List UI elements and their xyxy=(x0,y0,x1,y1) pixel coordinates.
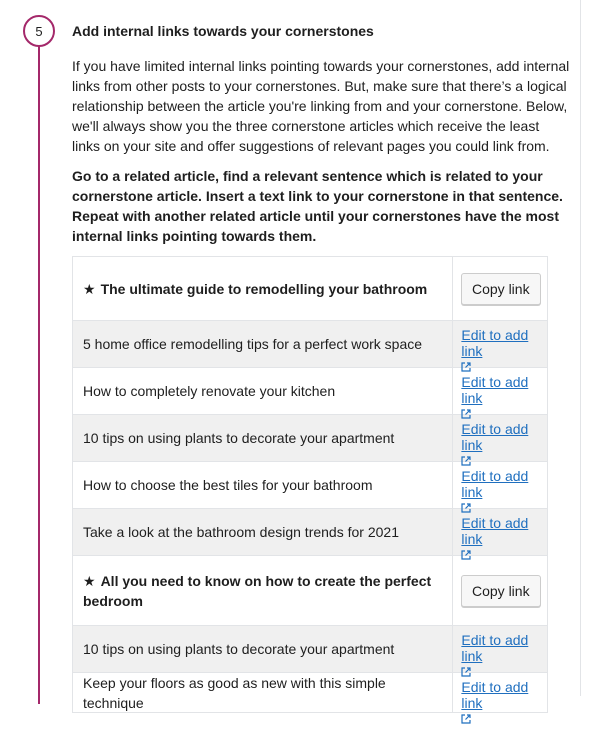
row-action-cell xyxy=(453,556,547,625)
row-action-cell xyxy=(453,626,547,672)
row-action-cell xyxy=(453,257,547,320)
row-title-text xyxy=(83,334,422,354)
step-number: 5 xyxy=(35,23,43,39)
suggestion-row xyxy=(72,509,548,556)
step-instruction-text: Go to a related article, find a relevant sentence which is related to your cornerstone article. Insert a text link to your cornerstone in that sentence. Repeat with another related article until your cornerstones have the most internal links pointing towards them. xyxy=(72,168,563,244)
suggestion-title xyxy=(73,626,453,672)
row-title-text xyxy=(83,522,399,542)
edit-link-wrapper xyxy=(461,679,539,729)
row-title-text xyxy=(83,381,335,401)
row-title-label: All you need to know on how to create the perfect bedroom xyxy=(83,572,432,609)
row-title-label: Take a look at the bathroom design trends for 2021 xyxy=(83,524,399,540)
suggestion-title xyxy=(73,509,453,555)
cornerstone-title xyxy=(73,257,453,320)
suggestion-row xyxy=(72,626,548,673)
row-action-cell xyxy=(453,509,547,555)
row-title-label: Keep your floors as good as new with this simple technique xyxy=(83,674,386,711)
star-icon: ★ xyxy=(83,572,96,589)
row-title-label: 5 home office remodelling tips for a perfect work space xyxy=(83,336,423,352)
suggestion-title xyxy=(73,368,453,414)
row-action-cell xyxy=(453,368,547,414)
step-number-badge xyxy=(23,15,55,47)
suggestion-row xyxy=(72,368,548,415)
external-link-icon[interactable] xyxy=(461,714,471,724)
edit-to-add-link[interactable]: Edit to add link xyxy=(461,327,529,359)
cornerstone-title xyxy=(73,556,453,625)
copy-link-button[interactable]: Copy link xyxy=(461,575,541,607)
row-title-text xyxy=(83,639,394,659)
row-title-label: 10 tips on using plants to decorate your apartment xyxy=(83,430,395,446)
row-title-label: How to completely renovate your kitchen xyxy=(83,383,336,399)
step-timeline-line xyxy=(38,44,40,704)
suggestion-title xyxy=(73,415,453,461)
edit-to-add-link[interactable]: Edit to add link xyxy=(461,374,529,406)
row-title-text xyxy=(83,475,372,495)
suggestion-title xyxy=(73,321,453,367)
cornerstone-row xyxy=(72,257,548,321)
row-title-text xyxy=(83,428,394,448)
suggestion-title xyxy=(73,462,453,508)
row-title-label: 10 tips on using plants to decorate your apartment xyxy=(83,641,395,657)
row-action-cell xyxy=(453,673,547,712)
step-intro-text: If you have limited internal links pointing towards your cornerstones, add internal links from other posts to your cornerstones. But, make sure that there’s a logical relationship between the article you're linking from and your cornerstone. Below, we'll always show you the three cornerstone articles which receive the least links on your site and offer suggestions of relevant pages you could link from. xyxy=(72,58,570,154)
suggestion-row xyxy=(72,321,548,368)
suggestion-title xyxy=(73,673,453,712)
edit-to-add-link[interactable]: Edit to add link xyxy=(461,421,529,453)
edit-to-add-link[interactable]: Edit to add link xyxy=(461,515,529,547)
edit-to-add-link[interactable]: Edit to add link xyxy=(461,632,529,664)
edit-to-add-link[interactable]: Edit to add link xyxy=(461,468,529,500)
star-icon: ★ xyxy=(83,280,96,297)
cornerstone-row xyxy=(72,556,548,626)
row-title-text xyxy=(83,673,442,713)
row-action-cell xyxy=(453,415,547,461)
edit-to-add-link[interactable]: Edit to add link xyxy=(461,679,529,711)
row-action-cell xyxy=(453,321,547,367)
internal-links-table xyxy=(72,256,548,713)
row-title-label: How to choose the best tiles for your bathroom xyxy=(83,477,373,493)
page-edge-divider xyxy=(580,0,581,696)
row-action-cell xyxy=(453,462,547,508)
step-title: Add internal links towards your cornerstones xyxy=(72,23,374,39)
suggestion-row xyxy=(72,673,548,713)
suggestion-row xyxy=(72,462,548,509)
suggestion-row xyxy=(72,415,548,462)
row-title-label: The ultimate guide to remodelling your bathroom xyxy=(100,280,428,297)
row-title-text xyxy=(83,571,442,611)
copy-link-button[interactable]: Copy link xyxy=(461,273,541,305)
row-title-text xyxy=(83,279,427,299)
